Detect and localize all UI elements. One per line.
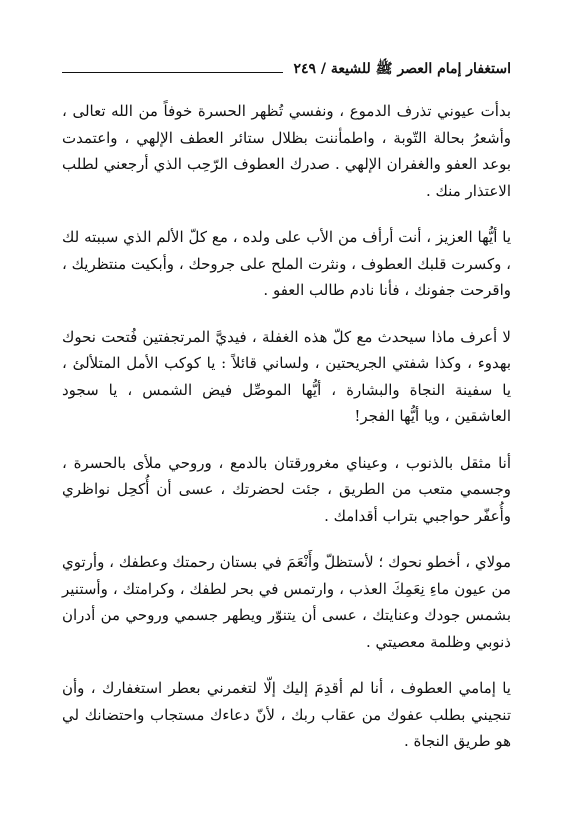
- paragraph-3: لا أعرف ماذا سيحدث مع كلّ هذه الغفلة ، فيديَّ المرتجفتين فُتحت نحوك بهدوء ، وكذا شفتي الجريحتين ، ولساني قائلاً : يا كوكب الأمل المتلألئ ، يا سفينة النجاة والبشارة ، أيُّها الموصِّل فيض الشمس ، يا سجود العاشقين ، ويا أيُّها الفجر!: [62, 327, 511, 425]
- paragraph-5: مولاي ، أخطو نحوك ؛ لأستظلّ وأَنْعَمَ في بستان رحمتك وعطفك ، وأرتوي من عيون ماءِ نِعَمِكَ العذب ، وارتمس في بحر لطفك ، وكرامتك ، وأستنير بشمس جودك وعنايتك ، عسى أن يتنوّر ويطهر جسمي وروحي من أدران ذنوبي وظلمة معصيتي .: [62, 553, 511, 651]
- paragraph-4: أنا مثقل بالذنوب ، وعيناي مغرورقتان بالدمع ، وروحي ملأى بالحسرة ، وجسمي متعب من الطريق ، جئت لحضرتك ، عسى أن أُكحِل نواظري وأُعفّر حواجبي بتراب أقدامك .: [62, 453, 511, 525]
- paragraph-6: يا إمامي العطوف ، أنا لم أقدِمَ إليك إلّا لتغمرني بعطر استغفارك ، وأن تنجيني بطلب عفوك من عقاب ربك ، لأنّ دعاءك مستجاب واحتضانك لي هو طريق النجاة .: [62, 679, 511, 750]
- body-text: [62, 98, 511, 775]
- paragraph-1: بدأت عيوني تذرف الدموع ، ونفسي تُظهر الحسرة خوفاً من الله تعالى ، وأشعرُ بحالة التّوبة ، واطمأننت بظلال ستائر العطف الإلهي ، واعتمدت بوعد العفو والغفران الإلهي . صدرك العطوف الرّحِب الذي أرجعني لطلب الاعتذار منك .: [62, 102, 511, 200]
- paragraph-2: يا أيُّها العزيز ، أنت أرأف من الأب على ولده ، مع كلّ الألم الذي سببته لك ، وكسرت قلبك العطوف ، ونثرت الملح على جروحك ، وأبكيت منتظريك ، واقرحت جفونك ، فأنا نادم طالب العفو .: [62, 228, 511, 299]
- header-rule: [62, 72, 283, 73]
- running-header: [62, 58, 511, 82]
- running-header-title: استغفار إمام العصر ﷺ للشيعة / ٢٤٩: [293, 61, 511, 77]
